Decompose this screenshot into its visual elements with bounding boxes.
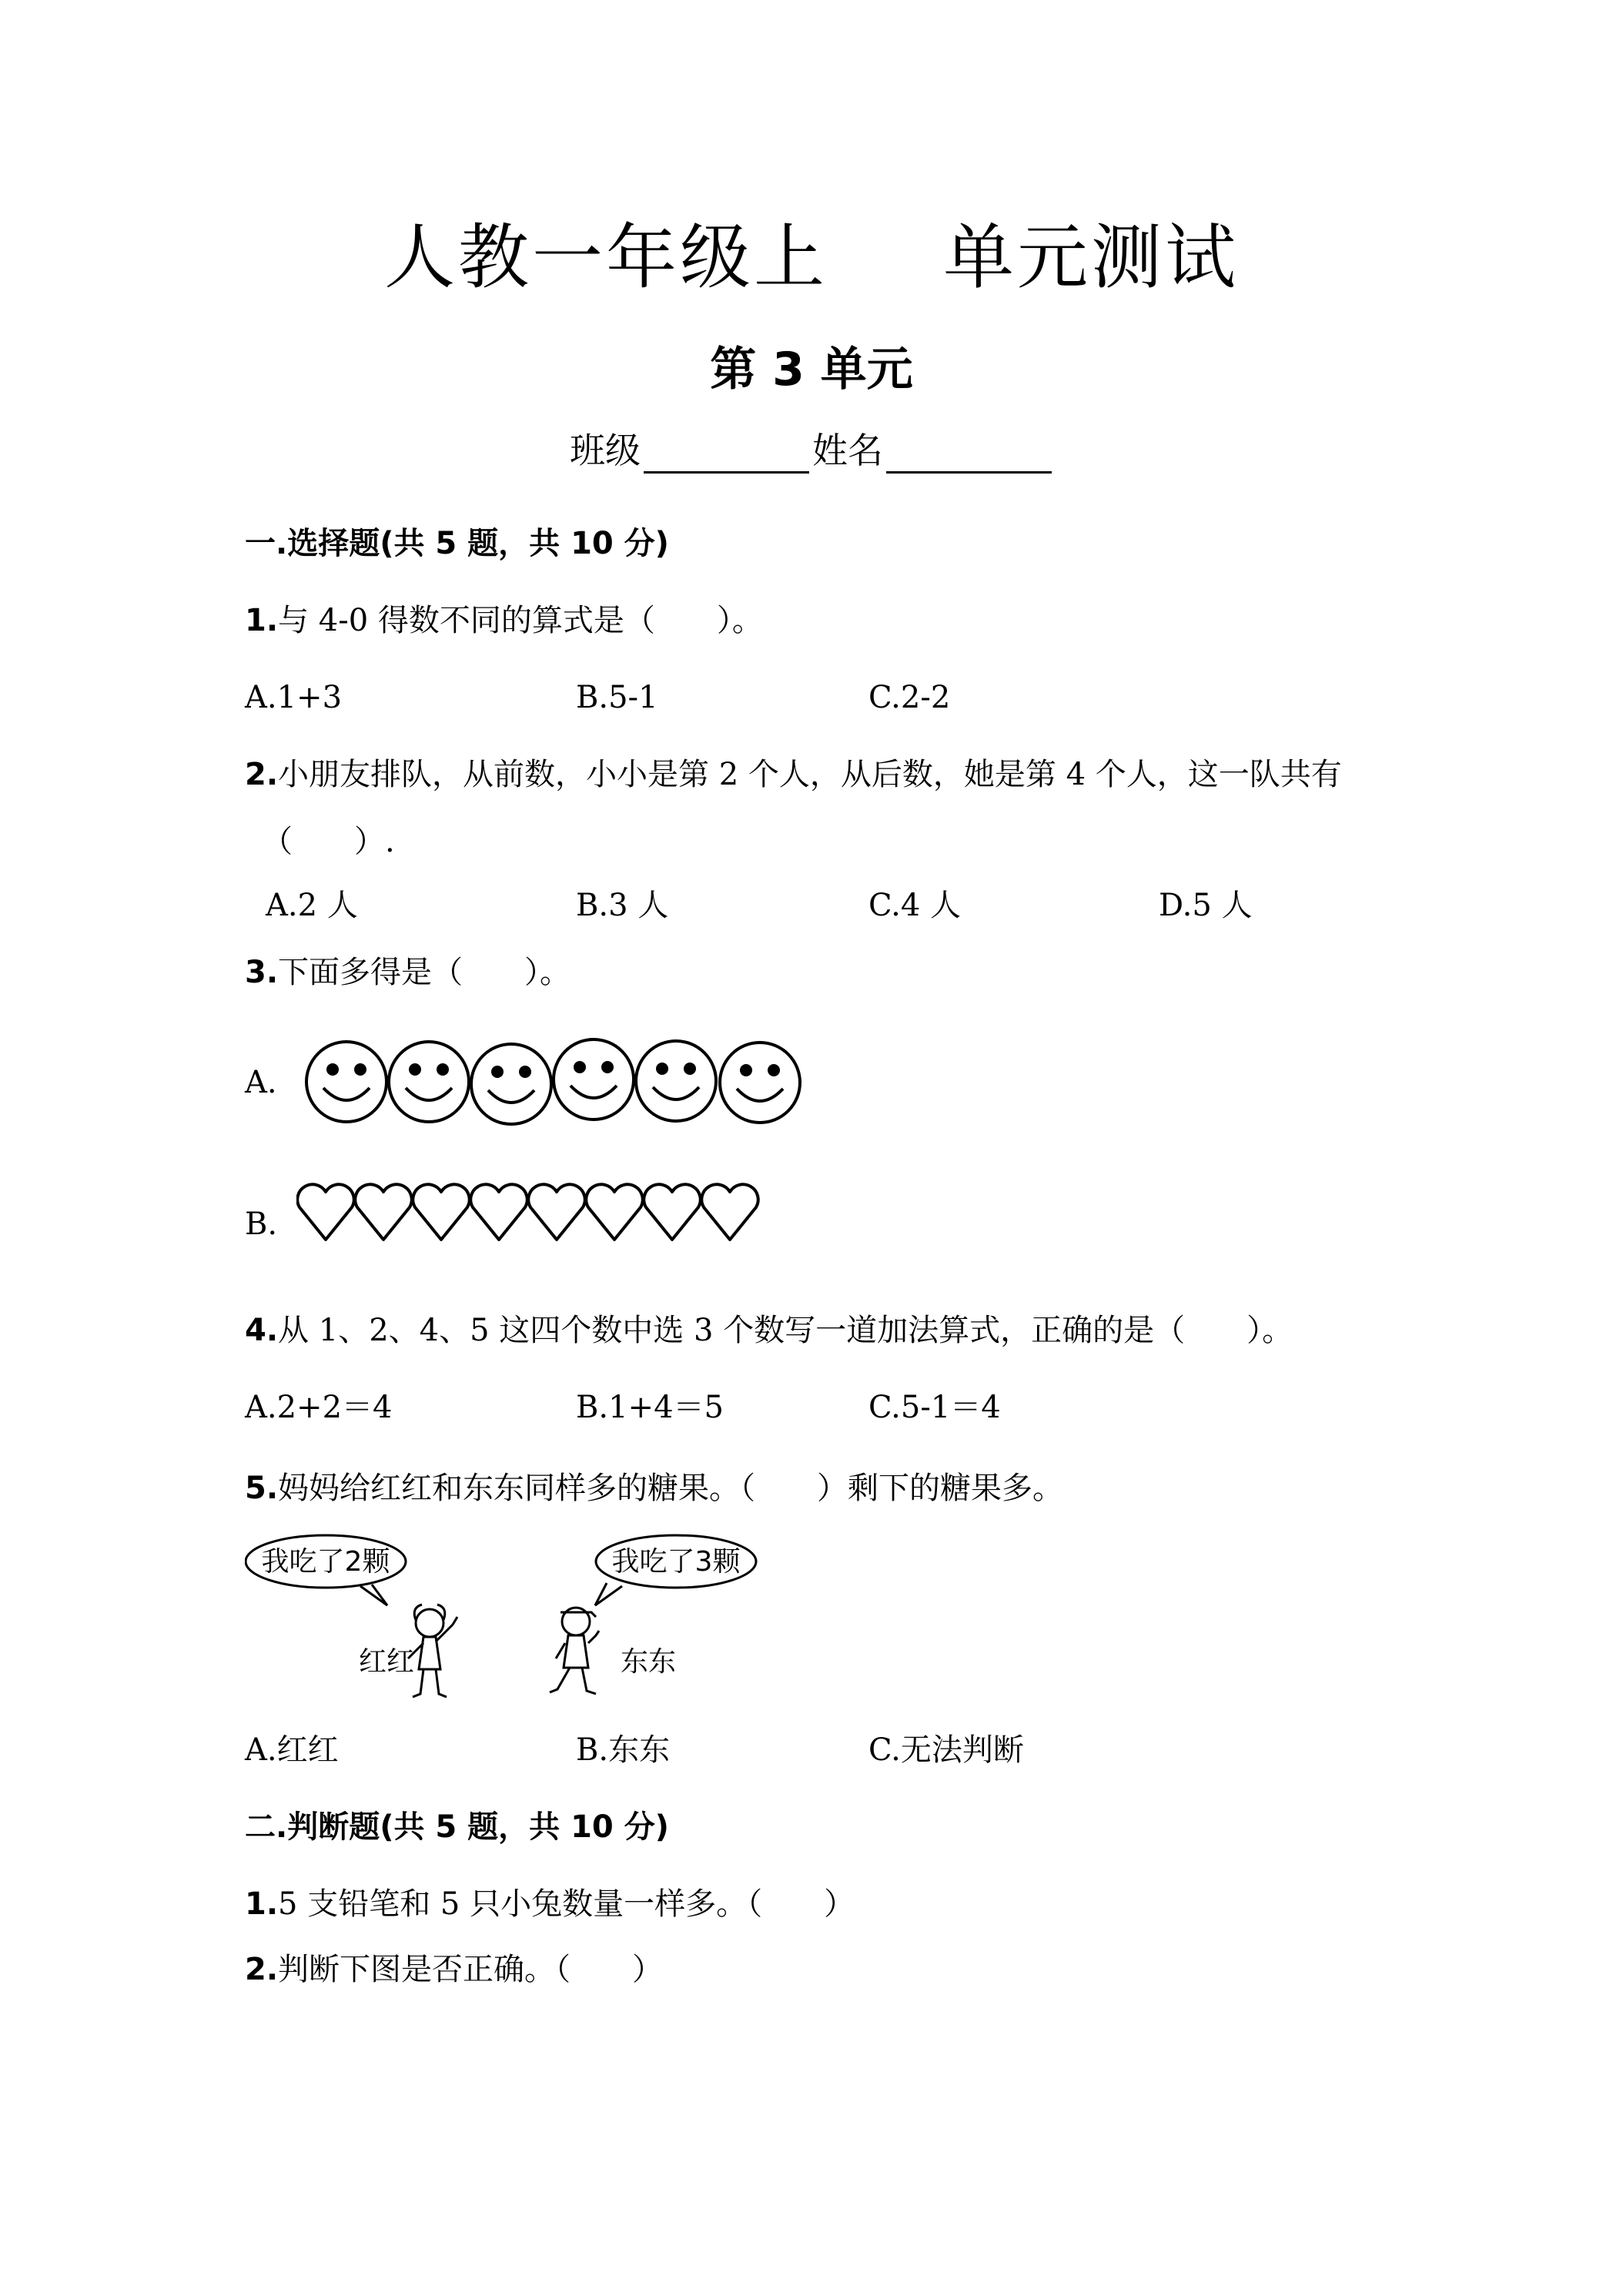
bubble-left-text: 我吃了2颗 bbox=[261, 1546, 390, 1578]
question-text: 判断下图是否正确。（ ） bbox=[278, 1952, 664, 1987]
smiley-icon bbox=[720, 1043, 800, 1123]
option-a[interactable]: A. bbox=[245, 1065, 277, 1100]
smiley-icon bbox=[306, 1042, 387, 1122]
judge-question-2 bbox=[245, 1948, 663, 1991]
judge-question-1 bbox=[245, 1883, 855, 1926]
page-subtitle: 第 3 单元 bbox=[710, 343, 913, 397]
option-d[interactable]: D.5 人 bbox=[1159, 888, 1253, 923]
smiley-icon bbox=[554, 1039, 634, 1120]
question-number: 1. bbox=[245, 603, 279, 638]
question-text: 5 支铅笔和 5 只小兔数量一样多。（ ） bbox=[278, 1886, 855, 1922]
title-right: 单元测试 bbox=[943, 216, 1240, 299]
class-blank[interactable] bbox=[644, 437, 809, 474]
bubble-right-text: 我吃了3颗 bbox=[611, 1546, 741, 1578]
boy-figure bbox=[550, 1608, 599, 1694]
question-1 bbox=[245, 599, 763, 642]
option-a[interactable]: A.2+2＝4 bbox=[245, 1390, 393, 1425]
girl-figure bbox=[408, 1605, 457, 1697]
heart-icon bbox=[413, 1184, 469, 1240]
question-text: 妈妈给红红和东东同样多的糖果。（ ）剩下的糖果多。 bbox=[278, 1471, 1064, 1506]
heart-icon bbox=[701, 1184, 758, 1240]
question-text: 小朋友排队，从前数，小小是第 2 个人，从后数，她是第 4 个人，这一队共有 bbox=[278, 757, 1342, 792]
heart-icon bbox=[355, 1184, 411, 1240]
option-b[interactable]: B. bbox=[245, 1207, 278, 1242]
name-left-text: 红红 bbox=[359, 1646, 415, 1678]
question-text: 从 1、2、4、5 这四个数中选 3 个数写一道加法算式，正确的是（ ）。 bbox=[278, 1313, 1293, 1348]
section-heading-choice: 一.选择题(共 5 题，共 10 分) bbox=[245, 526, 669, 561]
question-5 bbox=[245, 1467, 1063, 1510]
option-b[interactable]: B.1+4＝5 bbox=[576, 1390, 724, 1425]
heart-icon bbox=[297, 1184, 353, 1240]
question-number: 4. bbox=[245, 1313, 279, 1348]
question-number: 2. bbox=[245, 757, 279, 792]
name-label: 姓名 bbox=[812, 430, 883, 471]
question-2 bbox=[245, 753, 1342, 796]
option-c[interactable]: C.2-2 bbox=[868, 680, 951, 715]
question-number: 5. bbox=[245, 1471, 279, 1506]
question-number: 3. bbox=[245, 955, 279, 990]
question-number: 2. bbox=[245, 1952, 279, 1987]
smiley-icon bbox=[389, 1042, 469, 1122]
name-blank[interactable] bbox=[886, 437, 1052, 474]
question-3 bbox=[245, 951, 571, 994]
option-c[interactable]: C.4 人 bbox=[868, 888, 962, 923]
question-text: 下面多得是（ ）。 bbox=[278, 955, 571, 990]
class-name-line bbox=[570, 427, 1055, 474]
option-a[interactable]: A.2 人 bbox=[266, 888, 358, 923]
name-right-text: 东东 bbox=[621, 1646, 677, 1678]
option-a[interactable]: A.1+3 bbox=[245, 680, 343, 715]
smiley-icon bbox=[471, 1044, 551, 1124]
question-4 bbox=[245, 1309, 1293, 1352]
heart-icon bbox=[644, 1184, 700, 1240]
class-label: 班级 bbox=[570, 430, 641, 471]
option-a[interactable]: A.红红 bbox=[245, 1732, 339, 1768]
option-c[interactable]: C.5-1＝4 bbox=[868, 1390, 1001, 1425]
smiley-icon bbox=[636, 1041, 716, 1121]
page-title bbox=[0, 216, 1623, 300]
heart-icon bbox=[470, 1184, 527, 1240]
children-illustration bbox=[245, 1532, 799, 1709]
hearts-figure bbox=[296, 1178, 766, 1247]
question-text: 与 4-0 得数不同的算式是（ ）。 bbox=[278, 603, 763, 638]
option-b[interactable]: B.东东 bbox=[576, 1732, 671, 1768]
question-number: 1. bbox=[245, 1886, 279, 1922]
question-2-cont: （ ）. bbox=[262, 824, 395, 859]
heart-icon bbox=[528, 1184, 584, 1240]
title-left: 人教一年级上 bbox=[383, 216, 828, 299]
option-b[interactable]: B.5-1 bbox=[576, 680, 658, 715]
option-c[interactable]: C.无法判断 bbox=[868, 1732, 1024, 1768]
section-heading-judge: 二.判断题(共 5 题，共 10 分) bbox=[245, 1809, 669, 1845]
option-b[interactable]: B.3 人 bbox=[576, 888, 669, 923]
heart-icon bbox=[586, 1184, 642, 1240]
smiley-faces-figure bbox=[304, 1032, 805, 1132]
